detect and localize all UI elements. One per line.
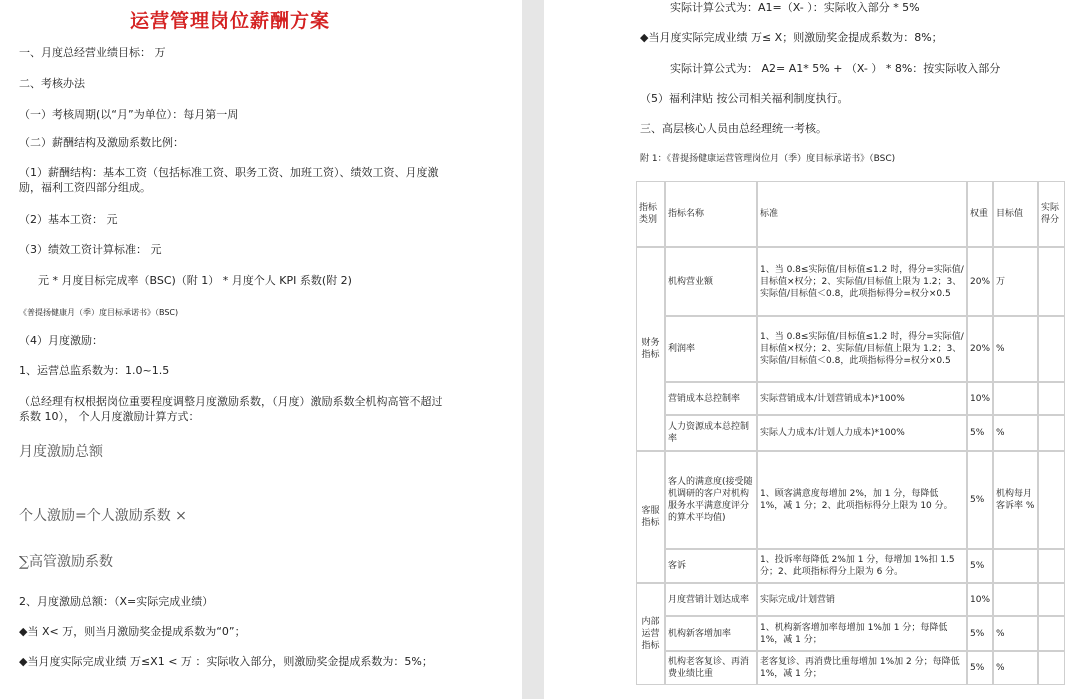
paragraph: 实际计算公式为：A1=（X- ）：实际收入部分 * 5% <box>670 1 920 14</box>
category-cell: 客服指标 <box>636 451 665 583</box>
paragraph: （5）福利津贴 按公司相关福利制度执行。 <box>640 92 849 105</box>
paragraph: 三、高层核心人员由总经理统一考核。 <box>640 122 827 135</box>
table-row <box>636 451 1065 549</box>
table-cell <box>1038 451 1065 549</box>
table-row <box>636 549 1065 583</box>
table-cell <box>993 382 1038 415</box>
table-cell <box>1038 583 1065 616</box>
formula-main: 个人激励=个人激励系数 × <box>19 508 187 524</box>
table-cell <box>1038 316 1065 382</box>
paragraph: （2）基本工资： 元 <box>19 213 118 226</box>
table-cell <box>1038 616 1065 651</box>
paragraph: 一、月度总经营业绩目标： 万 <box>19 46 166 59</box>
document-title: 运营管理岗位薪酬方案 <box>129 10 330 32</box>
paragraph: （总经理有权根据岗位重要程度调整月度激励系数，（月度）激励系数全机构高管不超过系数 10）， 个人月度激励计算方式： <box>19 395 443 423</box>
paragraph: ◆当月度实际完成业绩 万≤ X；则激励奖金提成系数为：8%； <box>640 31 943 44</box>
formula-numerator: 月度激励总额 <box>19 444 103 460</box>
table-cell <box>1038 382 1065 415</box>
table-header-cell: 目标值 <box>993 181 1038 247</box>
table-cell: 老客复诊、再消费比重每增加 1%加 2 分；每降低 1%，减 1 分； <box>757 651 967 685</box>
table-row <box>636 415 1065 451</box>
table-cell: % <box>993 316 1038 382</box>
table-cell: 5% <box>967 651 993 685</box>
formula-denominator: ∑高管激励系数 <box>19 554 113 570</box>
table-header-row <box>636 181 1065 247</box>
table-cell: 20% <box>967 247 993 316</box>
table-header-cell: 实际得分 <box>1038 181 1065 247</box>
category-cell: 财务指标 <box>636 247 665 451</box>
table-cell: 10% <box>967 382 993 415</box>
table-cell: 5% <box>967 616 993 651</box>
table-cell: 5% <box>967 415 993 451</box>
right-page <box>544 0 1080 699</box>
table-cell: 客人的满意度(接受随机调研的客户对机构服务水平满意度评分的算术平均值) <box>665 451 757 549</box>
formula-line: 元 * 月度目标完成率（BSC)（附 1） * 月度个人 KPI 系数(附 2) <box>38 274 352 287</box>
paragraph: 二、考核办法 <box>19 77 85 90</box>
table-row <box>636 651 1065 685</box>
table-cell <box>1038 247 1065 316</box>
paragraph: （一）考核周期(以“月”为单位）：每月第一周 <box>19 108 239 121</box>
table-cell: % <box>993 616 1038 651</box>
table-cell: 1、顾客满意度每增加 2%，加 1 分，每降低 1%，减 1 分；2、此项指标得分上限为 10 分。 <box>757 451 967 549</box>
table-row <box>636 583 1065 616</box>
category-cell: 内部运营指标 <box>636 583 665 685</box>
table-cell: 5% <box>967 451 993 549</box>
table-cell <box>993 549 1038 583</box>
table-cell: 20% <box>967 316 993 382</box>
bsc-table <box>636 181 1065 685</box>
table-cell: 利润率 <box>665 316 757 382</box>
table-cell: 客诉 <box>665 549 757 583</box>
table-header-cell: 权重 <box>967 181 993 247</box>
table-cell: 1、投诉率每降低 2%加 1 分，每增加 1%扣 1.5 分；2、此项指标得分上限为 6 分。 <box>757 549 967 583</box>
paragraph: （3）绩效工资计算标准： 元 <box>19 243 162 256</box>
paragraph: 1、运营总监系数为：1.0~1.5 <box>19 364 170 377</box>
appendix-caption: 附 1：《普提扬健康运营管理岗位月（季）度目标承诺书》（BSC) <box>640 154 896 164</box>
paragraph: ◆当月度实际完成业绩 万≤X1 < 万 ：实际收入部分，则激励奖金提成系数为：5%； <box>19 655 433 668</box>
table-cell: 机构每月客诉率 % <box>993 451 1038 549</box>
table-cell: 5% <box>967 549 993 583</box>
table-cell: 1、当 0.8≤实际值/目标值≤1.2 时，得分=实际值/目标值×权分；2、实际值/目标值上限为 1.2；3、实际值/目标值＜0.8，此项指标得分=权分×0.5 <box>757 316 967 382</box>
table-header-cell: 指标名称 <box>665 181 757 247</box>
paragraph: 实际计算公式为： A2= A1* 5% + （X- ） * 8%：按实际收入部分 <box>670 62 1001 75</box>
table-cell: 10% <box>967 583 993 616</box>
table-cell: 月度营销计划达成率 <box>665 583 757 616</box>
table-row <box>636 247 1065 316</box>
table-cell: 实际营销成本/计划营销成本)*100% <box>757 382 967 415</box>
table-cell: 营销成本总控制率 <box>665 382 757 415</box>
paragraph: （1）薪酬结构：基本工资（包括标准工资、职务工资、加班工资）、绩效工资、月度激励，福利工资四部分组成。 <box>19 166 439 194</box>
table-header-cell: 指标类别 <box>636 181 665 247</box>
paragraph: 2、月度激励总额：（X=实际完成业绩） <box>19 595 214 608</box>
paragraph: （4）月度激励： <box>19 334 103 347</box>
table-header-cell: 标准 <box>757 181 967 247</box>
small-note: 《普提扬健康月（季）度目标承诺书》（BSC) <box>19 308 179 317</box>
table-cell: 实际人力成本/计划人力成本)*100% <box>757 415 967 451</box>
table-row <box>636 616 1065 651</box>
table-cell: % <box>993 651 1038 685</box>
paragraph: （二）薪酬结构及激励系数比例： <box>19 136 184 149</box>
left-page <box>0 0 522 699</box>
table-cell: 机构老客复诊、再消费业绩比重 <box>665 651 757 685</box>
paragraph: ◆当 X< 万，则当月激励奖金提成系数为“0”； <box>19 625 246 638</box>
table-cell: 实际完成/计划营销 <box>757 583 967 616</box>
table-cell: 机构新客增加率 <box>665 616 757 651</box>
table-cell: 万 <box>993 247 1038 316</box>
table-cell: 1、机构新客增加率每增加 1%加 1 分；每降低 1%，减 1 分； <box>757 616 967 651</box>
table-row <box>636 316 1065 382</box>
table-row <box>636 382 1065 415</box>
table-cell: 人力资源成本总控制率 <box>665 415 757 451</box>
table-cell <box>1038 651 1065 685</box>
table-cell <box>1038 415 1065 451</box>
table-cell <box>1038 549 1065 583</box>
table-cell: % <box>993 415 1038 451</box>
table-cell: 1、当 0.8≤实际值/目标值≤1.2 时，得分=实际值/目标值×权分；2、实际值/目标值上限为 1.2；3、实际值/目标值＜0.8，此项指标得分=权分×0.5 <box>757 247 967 316</box>
table-cell: 机构营业额 <box>665 247 757 316</box>
table-cell <box>993 583 1038 616</box>
